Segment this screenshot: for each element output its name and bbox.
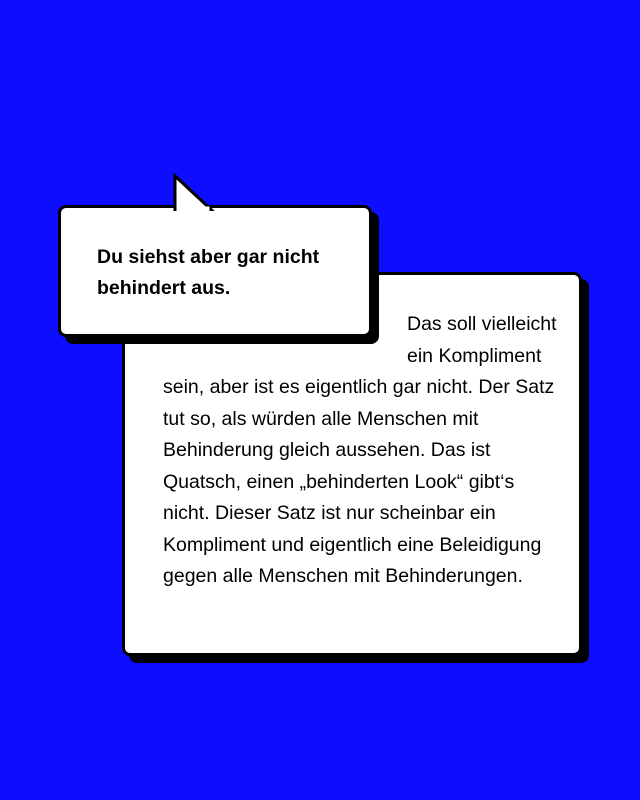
explanation-text-container	[163, 309, 563, 593]
quote-text: Du siehst aber gar nicht behindert aus.	[97, 246, 320, 299]
explanation-text: Das soll vielleicht ein Kompliment sein, aber ist es eigentlich gar nicht. Der Satz tut so, als würden alle Menschen mit Behinderung gleich aussehen. Das ist Quatsch, einen „behinderten Look“ gibt‘s nicht. Dieser Satz ist nur scheinbar ein Kompliment und eigentlich eine Beleidigung gegen alle Menschen mit Behinderungen.	[163, 313, 557, 587]
speech-bubble	[58, 205, 372, 337]
